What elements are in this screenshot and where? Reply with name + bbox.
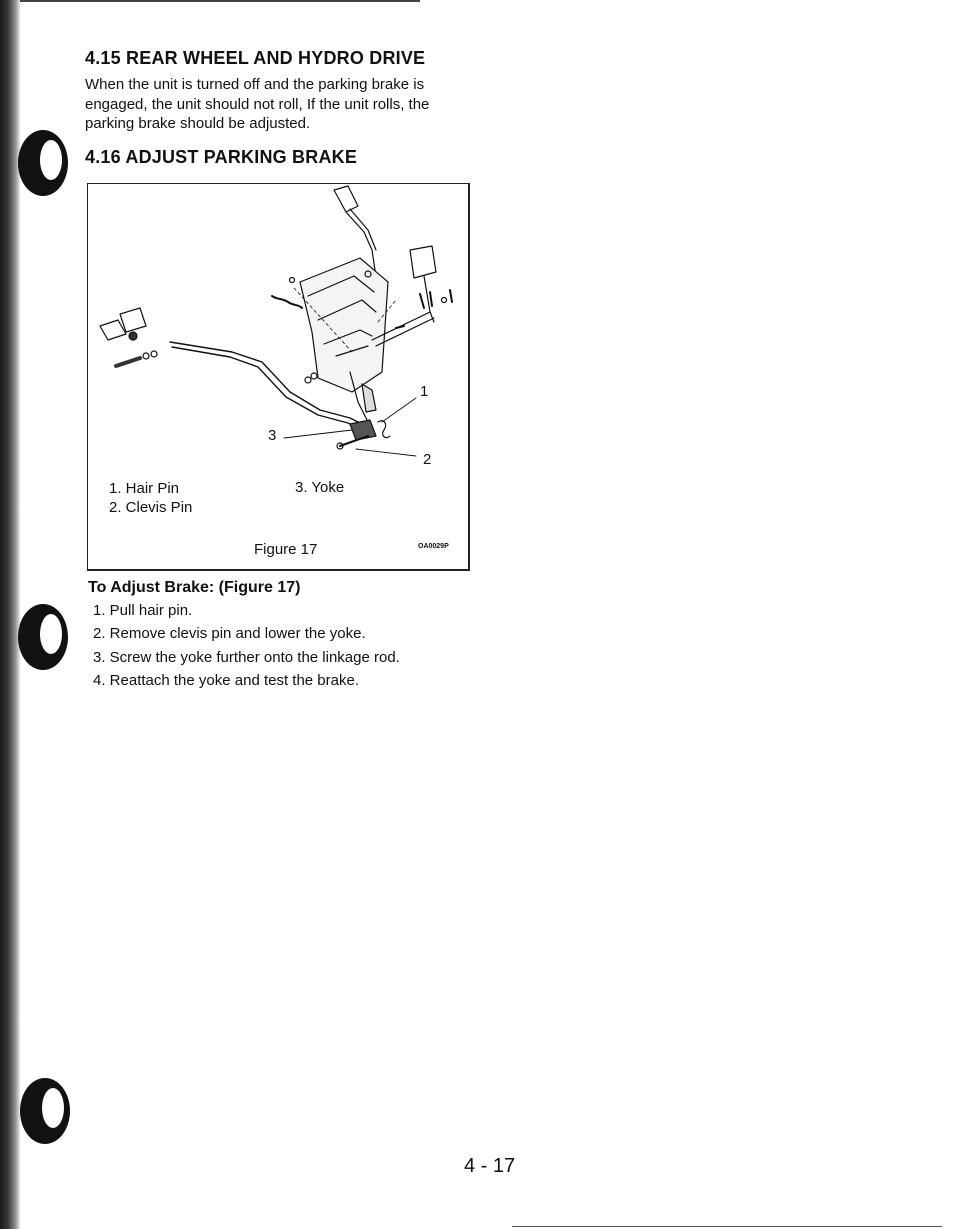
legend-hair-pin: 1. Hair Pin — [109, 480, 180, 497]
yoke-block — [362, 384, 376, 412]
leader-line-2 — [356, 449, 416, 456]
paragraph-line: engaged, the unit should not roll, If the unit rolls, the — [85, 95, 430, 113]
procedure-title: To Adjust Brake: (Figure 17) — [88, 579, 301, 596]
section-4-16-heading: 4.16 ADJUST PARKING BRAKE — [85, 147, 358, 167]
figure-code: OA0029P — [418, 543, 449, 550]
clevis-pin — [340, 436, 368, 446]
legend-yoke: 3. Yoke — [295, 479, 345, 496]
left-washer — [143, 353, 149, 359]
leader-line-1 — [382, 398, 416, 422]
right-pin — [430, 292, 432, 306]
procedure-step: 1. Pull hair pin. — [93, 602, 193, 619]
section-4-15-heading: 4.15 REAR WHEEL AND HYDRO DRIVE — [85, 48, 426, 68]
part-box-small — [100, 320, 126, 340]
lower-washer — [305, 377, 311, 383]
leader-line-3 — [284, 430, 352, 438]
legend-clevis-pin: 2. Clevis Pin — [109, 499, 193, 516]
paragraph-line: parking brake should be adjusted. — [85, 115, 311, 132]
lower-washer — [311, 373, 317, 379]
left-washer — [151, 351, 157, 357]
upper-washer — [290, 278, 295, 283]
procedure-steps — [93, 602, 400, 695]
pedal-arm — [424, 276, 434, 322]
paragraph-line: When the unit is turned off and the parking brake is — [85, 76, 425, 93]
hair-pin — [378, 421, 390, 438]
upper-spring — [272, 296, 302, 308]
small-bolt — [396, 326, 404, 328]
callout-2: 2 — [423, 451, 432, 468]
left-spring — [116, 358, 140, 366]
procedure-step: 3. Screw the yoke further onto the linkage rod. — [93, 648, 400, 666]
part-nut — [129, 332, 137, 340]
callout-3: 3 — [268, 427, 277, 444]
right-pin — [420, 294, 424, 308]
procedure-step: 2. Remove clevis pin and lower the yoke. — [93, 625, 366, 643]
procedure-step: 4. Reattach the yoke and test the brake. — [93, 671, 360, 689]
page-number: 4 - 17 — [464, 1155, 516, 1177]
figure-caption: Figure 17 — [254, 541, 318, 558]
part-box — [120, 308, 146, 332]
right-washer — [442, 298, 447, 303]
bracket-plate — [300, 258, 388, 392]
right-pin — [450, 290, 452, 302]
handle-grip — [334, 186, 358, 212]
callout-1: 1 — [420, 383, 429, 400]
brake-pedal — [410, 246, 436, 278]
handle-rod-edge — [350, 209, 376, 250]
